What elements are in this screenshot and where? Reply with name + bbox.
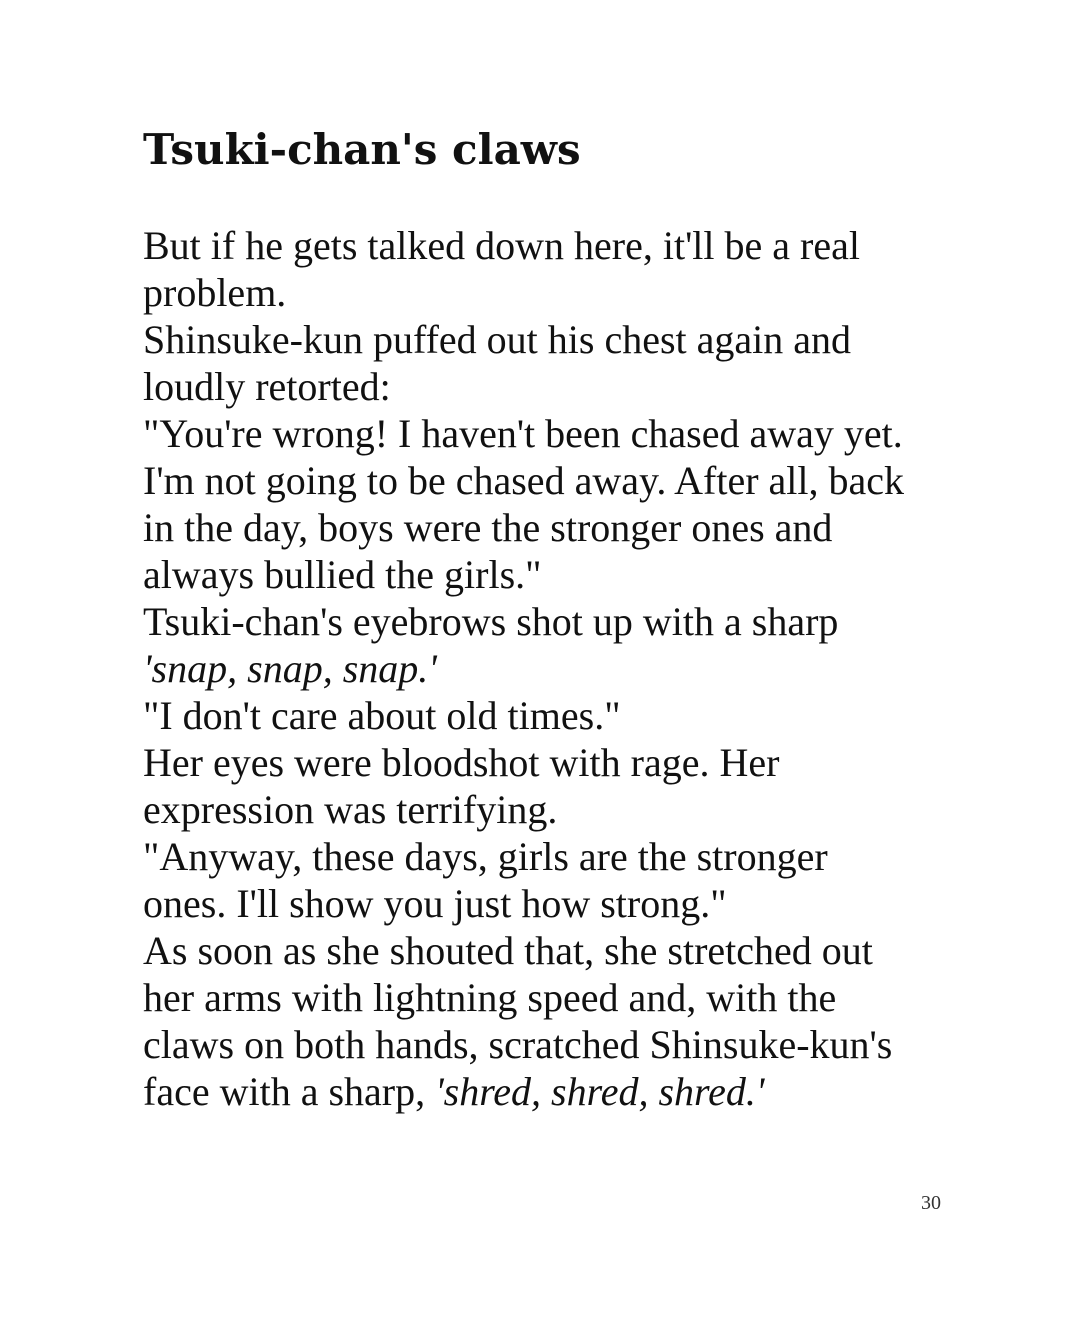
line-text: face with a sharp, (143, 1069, 436, 1114)
line-text: As soon as she shouted that, she stretched out (143, 928, 873, 973)
text-line (143, 739, 963, 786)
text-line (143, 222, 963, 269)
text-line (143, 692, 963, 739)
line-text: her arms with lightning speed and, with the (143, 975, 837, 1020)
line-text: "You're wrong! I haven't been chased away yet. (143, 411, 903, 456)
text-line (143, 974, 963, 1021)
chapter-title: Tsuki-chan's claws (143, 125, 581, 174)
text-line (143, 410, 963, 457)
line-text: always bullied the girls." (143, 552, 542, 597)
text-line (143, 269, 963, 316)
line-text: But if he gets talked down here, it'll be a real (143, 223, 860, 268)
line-text: expression was terrifying. (143, 787, 558, 832)
text-line (143, 786, 963, 833)
onomatopoeia: 'shred, shred, shred.' (435, 1069, 765, 1114)
line-text: in the day, boys were the stronger ones and (143, 505, 833, 550)
line-text: Tsuki-chan's eyebrows shot up with a sharp (143, 599, 839, 644)
body-text (143, 222, 963, 1115)
text-line (143, 1021, 963, 1068)
line-text: problem. (143, 270, 287, 315)
page-number: 30 (921, 1192, 941, 1214)
line-text: loudly retorted: (143, 364, 391, 409)
text-line (143, 1068, 963, 1115)
text-line (143, 598, 963, 645)
text-line (143, 316, 963, 363)
text-line (143, 457, 963, 504)
text-line (143, 363, 963, 410)
line-text: ones. I'll show you just how strong." (143, 881, 727, 926)
text-line (143, 927, 963, 974)
onomatopoeia: 'snap, snap, snap.' (143, 646, 437, 691)
text-line (143, 833, 963, 880)
text-line (143, 504, 963, 551)
text-line (143, 551, 963, 598)
text-line (143, 645, 963, 692)
line-text: I'm not going to be chased away. After all, back (143, 458, 905, 503)
line-text: Shinsuke-kun puffed out his chest again and (143, 317, 852, 362)
text-line (143, 880, 963, 927)
line-text: "I don't care about old times." (143, 693, 621, 738)
line-text: claws on both hands, scratched Shinsuke-kun's (143, 1022, 893, 1067)
line-text: "Anyway, these days, girls are the stronger (143, 834, 828, 879)
line-text: Her eyes were bloodshot with rage. Her (143, 740, 780, 785)
